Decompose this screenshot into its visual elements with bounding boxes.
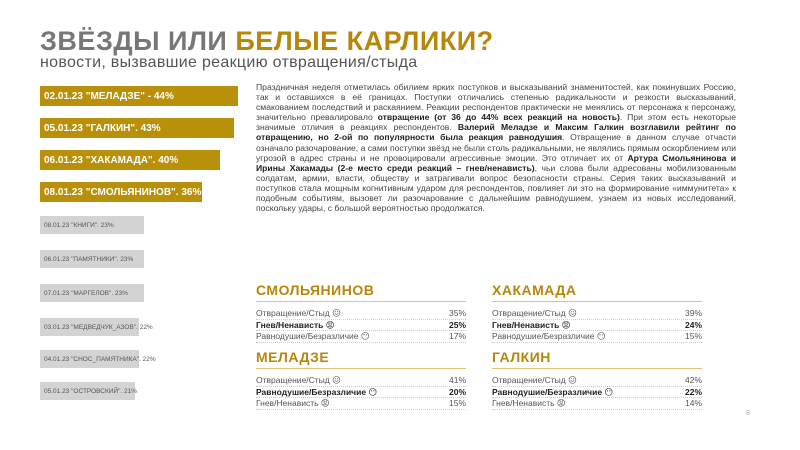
bar-label: 08.01.23 "СМОЛЬЯНИНОВ". 36% xyxy=(44,186,202,198)
panel-row xyxy=(492,331,702,343)
text-b1: отвращение (от 36 до 44% всех реакций на новость) xyxy=(377,112,620,123)
panel-row xyxy=(256,320,466,332)
row-label: Гнев/Ненависть 😡 xyxy=(492,319,571,330)
text-p3: . Отвращение в данном случае отчасти означало разочарование, а сами поступки звёзд не были столь радикальными, не являлись прямым оскорблением или угрозой в адрес страны и не провоцировали агрессивные эмоции. Это отличает их от xyxy=(256,132,736,163)
row-value: 20% xyxy=(448,386,466,397)
page-number: 8 xyxy=(746,410,750,417)
row-value: 25% xyxy=(448,319,466,330)
row-value: 15% xyxy=(684,331,702,341)
panel-title: ХАКАМАДА xyxy=(492,282,702,302)
panel-row xyxy=(256,398,466,410)
panel-row xyxy=(492,398,702,410)
panel-row xyxy=(256,375,466,387)
bar-label: 03.01.23 "МЕДВЕДЧУК_АЗОВ". 22% xyxy=(44,323,153,331)
bar-9 xyxy=(40,350,156,368)
bar-label: 06.01.23 "ХАКАМАДА". 40% xyxy=(44,154,179,166)
row-value: 22% xyxy=(684,386,702,397)
page-subtitle: новости, вызвавшие реакцию отвращения/стыда xyxy=(40,54,418,71)
row-label: Равнодушие/Безразличие 😶 xyxy=(256,331,370,341)
bar-10 xyxy=(40,382,138,400)
panel-smolyaninov xyxy=(256,282,466,343)
row-label: Равнодушие/Безразличие 😶 xyxy=(492,331,606,341)
panel-row xyxy=(256,331,466,343)
text-b2: Валерий Меладзе и Максим Галкин возглавили рейтинг по отвращению, но 2-ой по популярности была реакция равнодушия xyxy=(256,122,736,143)
row-value: 14% xyxy=(684,398,702,408)
row-value: 41% xyxy=(448,375,466,385)
row-label: Отвращение/Стыд 😖 xyxy=(256,375,341,385)
bar-2 xyxy=(40,118,234,138)
panel-row xyxy=(492,320,702,332)
text-p2: . При этом есть некоторые значимые отличия в реакциях респондентов. xyxy=(256,112,737,133)
row-label: Гнев/Ненависть 😡 xyxy=(492,398,566,408)
row-label: Равнодушие/Безразличие 😶 xyxy=(492,386,614,397)
row-label: Равнодушие/Безразличие 😶 xyxy=(256,386,378,397)
row-value: 39% xyxy=(684,308,702,318)
panel-title: ГАЛКИН xyxy=(492,349,702,369)
panel-khakamada xyxy=(492,282,702,343)
bar-label: 05.01.23 "ОСТРОВСКИЙ". 21% xyxy=(44,387,138,395)
text-p1: Праздничная неделя отметилась обилием ярких поступков и высказываний знаменитостей, как покинувших Россию, так и оставшихся в её границах. Поступки отличались степенью радикальности и резкости высказываний, смакованием последствий и раскаянием. Реакции респондентов практически не менялись от персонажа к персонажу, значительно превалировало xyxy=(256,82,736,123)
title-accent: БЕЛЫЕ КАРЛИКИ? xyxy=(235,26,494,56)
bar-label: 04.01.23 "СНОС_ПАМЯТНИКА". 22% xyxy=(44,355,156,363)
panel-row xyxy=(492,308,702,320)
text-b3: Артура Смольянинова и Ирины Хакамады (2-е место среди реакций – гнев/ненависть) xyxy=(256,152,737,173)
row-label: Отвращение/Стыд 😖 xyxy=(492,308,577,318)
row-value: 17% xyxy=(448,331,466,341)
bar-label: 02.01.23 "МЕЛАДЗЕ" - 44% xyxy=(44,90,174,102)
page-title xyxy=(40,26,494,57)
title-main: ЗВЁЗДЫ ИЛИ xyxy=(40,26,228,56)
bar-label: 08.01.23 "КНИГИ". 23% xyxy=(44,221,114,229)
bar-8 xyxy=(40,318,153,336)
bar-chart xyxy=(40,86,250,406)
bar-label: 06.01.23 "ПАМЯТНИКИ". 23% xyxy=(44,255,134,263)
bar-6 xyxy=(40,250,144,268)
row-label: Отвращение/Стыд 😖 xyxy=(492,375,577,385)
row-value: 24% xyxy=(684,319,702,330)
panel-galkin xyxy=(492,349,702,410)
row-value: 42% xyxy=(684,375,702,385)
panel-row xyxy=(492,375,702,387)
panel-row xyxy=(492,387,702,399)
panel-row xyxy=(256,308,466,320)
panel-title: МЕЛАДЗЕ xyxy=(256,349,466,369)
row-value: 35% xyxy=(448,308,466,318)
row-label: Гнев/Ненависть 😡 xyxy=(256,319,335,330)
bar-3 xyxy=(40,150,220,170)
panel-title: СМОЛЬЯНИНОВ xyxy=(256,282,466,302)
panel-row xyxy=(256,387,466,399)
bar-1 xyxy=(40,86,238,106)
bar-label: 07.01.23 "МАРГЕЛОВ". 23% xyxy=(44,289,128,297)
bar-4 xyxy=(40,182,202,202)
row-label: Гнев/Ненависть 😡 xyxy=(256,398,330,408)
row-label: Отвращение/Стыд 😖 xyxy=(256,308,341,318)
row-value: 15% xyxy=(448,398,466,408)
text-p4: , чьи слова были адресованы мобилизованным солдатам, армии, власти, обществу и затрагивали вопрос безопасности страны. Серия таких высказываний и поступков стала мощным когнитивным ударом для респондентов, повлияет ли это на формирование «иммунитета» к подобным событиям, вызовет ли разочарование с дальнейшим равнодушием, узнаем из новых исследований, поскольку удары, с большой вероятностью продолжатся. xyxy=(256,162,736,214)
bar-7 xyxy=(40,284,144,302)
bar-5 xyxy=(40,216,144,234)
bar-label: 05.01.23 "ГАЛКИН". 43% xyxy=(44,122,161,134)
analysis-text xyxy=(256,82,736,213)
panel-meladze xyxy=(256,349,466,410)
